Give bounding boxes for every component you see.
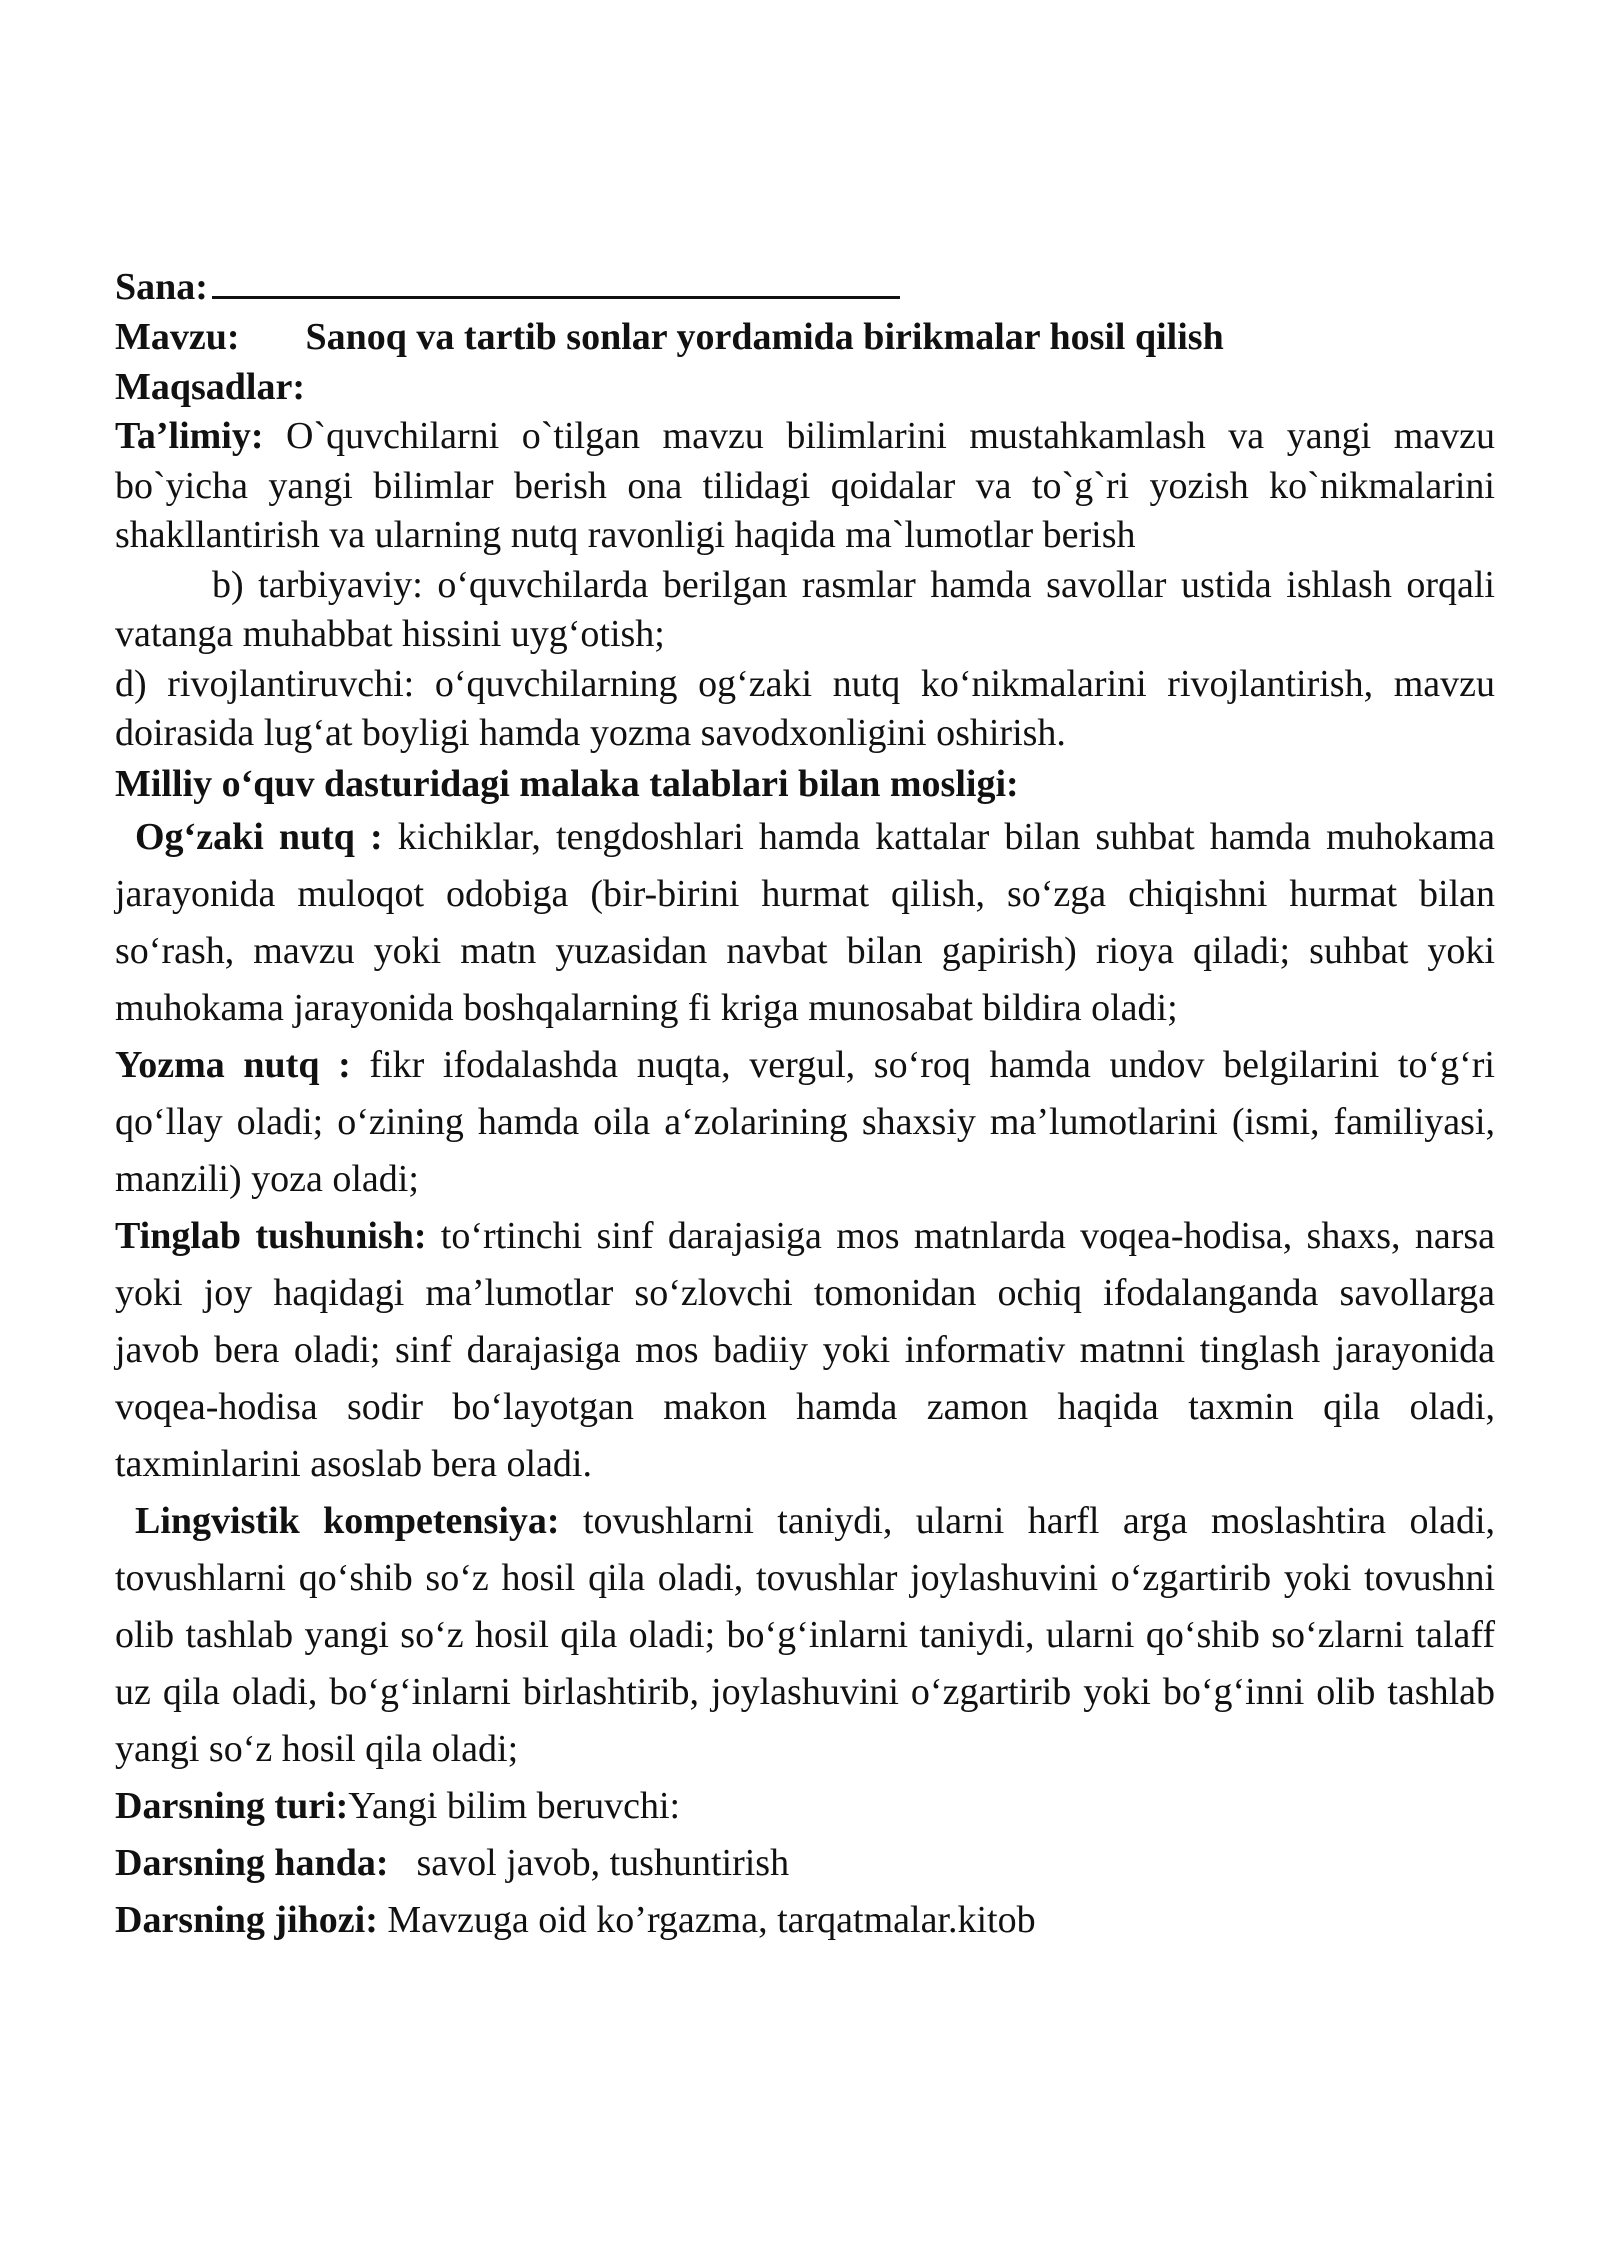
goals-heading: Maqsadlar: bbox=[115, 366, 305, 408]
lesson-equipment-text: Mavzuga oid ko’rgazma, tarqatmalar.kitob bbox=[377, 1898, 1036, 1941]
lesson-method-line bbox=[115, 1835, 1495, 1892]
standard-written-speech bbox=[115, 1037, 1495, 1208]
lesson-type-text: Yangi bilim beruvchi: bbox=[348, 1784, 681, 1827]
date-line bbox=[115, 262, 1495, 312]
lesson-type-line bbox=[115, 1778, 1495, 1835]
standard-listening bbox=[115, 1208, 1495, 1493]
standard-oral-speech bbox=[115, 809, 1495, 1037]
standard-linguistic-label: Lingvistik kompetensiya: bbox=[135, 1499, 560, 1542]
standard-linguistic-text: tovushlarni taniydi, ularni harfl arga moslashtira oladi, tovushlarni qo‘shib so‘z hosil qila oladi, tovushlar joylashuvini o‘zgartirib yoki tovushni olib tashlab yangi so‘z hosil qila oladi; bo‘g‘inlarni taniydi, ularni qo‘shib so‘zlarni talaff uz qila oladi, bo‘g‘inlarni birlashtirib, joylashuvini o‘zgartirib yoki bo‘g‘inni olib tashlab yangi so‘z hosil qila oladi; bbox=[115, 1499, 1496, 1770]
lesson-equipment-line bbox=[115, 1892, 1495, 1949]
topic-line bbox=[115, 312, 1495, 362]
goal-educational bbox=[115, 412, 1495, 561]
goal-developmental: d) rivojlantiruvchi: o‘quvchilarning og‘zaki nutq ko‘nikmalarini rivojlantirish, mavzu doirasida lug‘at boyligi hamda yozma savodxonligini oshirish. bbox=[115, 662, 1495, 754]
date-label: Sana: bbox=[115, 266, 208, 308]
standard-written-speech-label: Yozma nutq : bbox=[115, 1043, 351, 1086]
goal-educational-label: Ta’limiy: bbox=[115, 415, 264, 457]
lesson-plan bbox=[115, 262, 1495, 1949]
lesson-equipment-label: Darsning jihozi: bbox=[115, 1898, 378, 1941]
standard-oral-speech-text: kichiklar, tengdoshlari hamda kattalar bilan suhbat hamda muhokama jarayonida muloqot odobiga (bir-birini hurmat qilish, so‘zga chiqishni hurmat bilan so‘rash, mavzu yoki matn yuzasidan navbat bilan gapirish) rioya qiladi; suhbat yoki muhokama jarayonida boshqalarning fi kriga munosabat bildira oladi; bbox=[115, 815, 1495, 1029]
standard-listening-text: to‘rtinchi sinf darajasiga mos matnlarda voqea-hodisa, shaxs, narsa yoki joy haqidagi ma’lumotlar so‘zlovchi tomonidan ochiq ifodalanganda savollarga javob bera oladi; sinf darajasiga mos badiiy yoki informativ matnni tinglash jarayonida voqea-hodisa sodir bo‘layotgan makon hamda zamon haqida taxmin qila oladi, taxminlarini asoslab bera oladi. bbox=[115, 1214, 1495, 1485]
lesson-method-label: Darsning handa: bbox=[115, 1841, 389, 1884]
topic-text: Sanoq va tartib sonlar yordamida birikmalar hosil qilish bbox=[305, 316, 1224, 358]
lesson-method-text: savol javob, tushuntirish bbox=[416, 1841, 790, 1884]
lesson-type-label: Darsning turi: bbox=[115, 1784, 349, 1827]
standards-heading: Milliy o‘quv dasturidagi malaka talablari bilan mosligi: bbox=[115, 762, 1019, 805]
date-blank bbox=[212, 262, 900, 299]
goal-educational-text: O`quvchilarni o`tilgan mavzu bilimlarini mustahkamlash va yangi mavzu bo`yicha yangi bilimlar berish ona tilidagi qoidalar va to`g`ri yozish ko`nikmalarini shakllantirish va ularning nutq ravonligi haqida ma`lumotlar berish bbox=[115, 415, 1495, 556]
standard-oral-speech-label: Og‘zaki nutq : bbox=[135, 815, 383, 858]
standard-listening-label: Tinglab tushunish: bbox=[115, 1214, 427, 1257]
goal-upbringing: b) tarbiyaviy: o‘quvchilarda berilgan rasmlar hamda savollar ustida ishlash orqali vatanga muhabbat hissini uyg‘otish; bbox=[115, 563, 1495, 655]
standard-written-speech-text: fikr ifodalashda nuqta, vergul, so‘roq hamda undov belgilarini to‘g‘ri qo‘llay oladi; o‘zining hamda oila a‘zolarining shaxsiy ma’lumotlarini (ismi, familiyasi, manzili) yoza oladi; bbox=[115, 1043, 1495, 1200]
topic-label: Mavzu: bbox=[115, 316, 240, 358]
standard-linguistic bbox=[115, 1493, 1495, 1778]
